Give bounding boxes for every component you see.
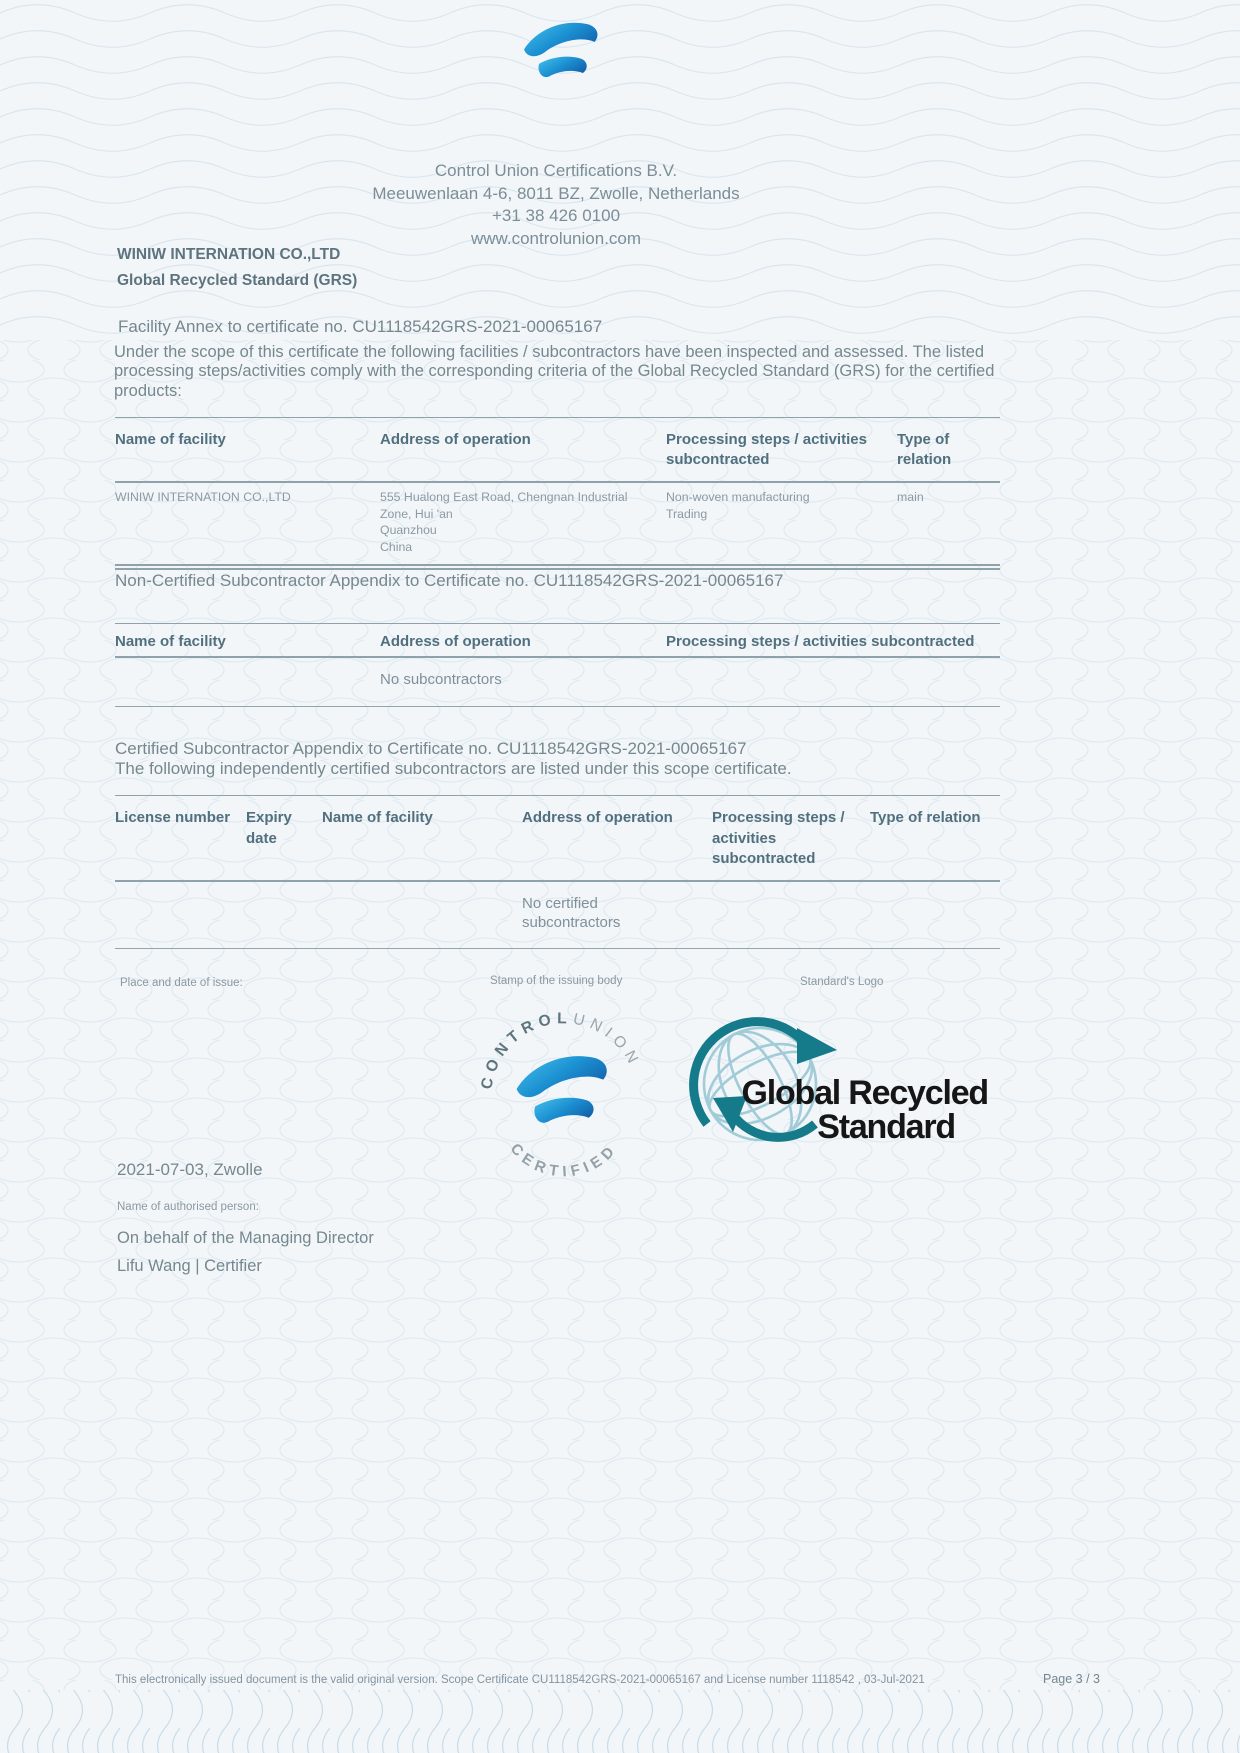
facility-relation-cell: main (897, 490, 924, 504)
issuer-contact-block (116, 160, 996, 250)
issuer-phone: +31 38 426 0100 (491, 206, 621, 225)
certified-table-header-row (115, 795, 1000, 882)
place-date-label: Place and date of issue: (120, 977, 243, 989)
on-behalf-text: On behalf of the Managing Director (117, 1229, 374, 1247)
certified-table-body (115, 882, 1000, 949)
column-header: Name of facility (115, 431, 226, 448)
page-number: Page 3 / 3 (1043, 1672, 1100, 1686)
table-end-double-rule (115, 564, 1000, 570)
column-header: Type of relation (897, 431, 952, 468)
column-header: Type of relation (870, 809, 981, 826)
column-header: Processing steps / activities subcontracted (666, 431, 867, 468)
stamp-certified-text: CERTIFIED (506, 1140, 622, 1181)
stamp-union-text: UNION (571, 1010, 644, 1071)
issuer-website: www.controlunion.com (470, 228, 642, 248)
standard-name: Global Recycled Standard (GRS) (117, 272, 358, 289)
svg-text:CERTIFIED (507, 1140, 621, 1180)
certified-appendix-title: Certified Subcontractor Appendix to Certificate no. CU1118542GRS-2021-00065167 (115, 739, 747, 758)
column-header: Processing steps / activities subcontracted (666, 633, 975, 650)
processing-line: Trading (666, 506, 708, 521)
standards-logo-label: Standard's Logo (800, 976, 884, 988)
no-subcontractors-text: No subcontractors (380, 670, 502, 688)
certified-appendix-subtitle: The following independently certified subcontractors are listed under this scope certificate. (115, 758, 792, 778)
address-line: 555 Hualong East Road, Chengnan Industrial Zone, Hui 'an (380, 490, 628, 521)
column-header: Address of operation (380, 431, 531, 448)
column-header: Address of operation (522, 809, 673, 826)
non-certified-table-header-row (115, 623, 1000, 658)
footer-validity-text: This electronically issued document is the valid original version. Scope Certificate CU1118542GRS-2021-00065167 and License number 1118542 , 03-Jul-2021 (115, 1674, 925, 1686)
grs-logo-text-line1: Global Recycled (741, 1074, 988, 1112)
facility-table-header-row (115, 417, 1000, 483)
processing-line: Non-woven manufacturing (666, 490, 810, 504)
certified-appendix-title-block (115, 739, 792, 778)
facility-table (115, 417, 1000, 570)
no-certified-subcontractors-text: No certified subcontractors (522, 894, 621, 931)
address-line: Quanzhou (380, 523, 437, 537)
column-header: Name of facility (322, 809, 433, 826)
column-header: License number (115, 809, 231, 826)
certificate-holder-block (117, 246, 357, 298)
global-recycled-standard-logo (685, 1012, 995, 1157)
facility-name-cell: WINIW INTERNATION CO.,LTD (115, 490, 291, 504)
holder-company-name: WINIW INTERNATION CO.,LTD (117, 246, 341, 263)
facility-address-cell (380, 483, 666, 560)
facility-processing-cell (666, 483, 897, 560)
non-certified-table (115, 623, 1000, 707)
authorised-person-label: Name of authorised person: (117, 1201, 259, 1213)
facility-annex-title: Facility Annex to certificate no. CU1118542GRS-2021-00065167 (118, 317, 603, 336)
issuer-name: Control Union Certifications B.V. (434, 161, 678, 180)
grs-logo-text-line2: Standard (817, 1108, 955, 1146)
non-certified-table-body (115, 658, 1000, 707)
column-header: Address of operation (380, 633, 531, 650)
control-union-certified-stamp-icon (468, 998, 660, 1190)
column-header: Processing steps / activities subcontracted (712, 809, 845, 867)
non-certified-appendix-title: Non-Certified Subcontractor Appendix to Certificate no. CU1118542GRS-2021-00065167 (115, 571, 784, 590)
page-footer (115, 1672, 1100, 1686)
facility-table-row (115, 483, 1000, 564)
signer-name: Lifu Wang | Certifier (117, 1257, 262, 1275)
issue-date-place: 2021-07-03, Zwolle (117, 1160, 263, 1179)
certified-table (115, 795, 1000, 949)
issuer-address: Meeuwenlaan 4-6, 8011 BZ, Zwolle, Netherlands (372, 183, 740, 203)
column-header: Name of facility (115, 633, 226, 650)
address-line: China (380, 539, 413, 554)
stamp-swoosh-icon (517, 1056, 607, 1123)
facility-annex-description: Under the scope of this certificate the following facilities / subcontractors have been inspected and assessed. The listed processing steps/activities comply with the corresponding criteria of the Global Recycled Standard (GRS) for the certified products: (114, 343, 995, 400)
column-header: Expiry date (246, 809, 292, 847)
control-union-logo-icon (519, 6, 603, 98)
stamp-control-text: CONTROL (478, 1010, 573, 1091)
stamp-label: Stamp of the issuing body (490, 975, 623, 987)
